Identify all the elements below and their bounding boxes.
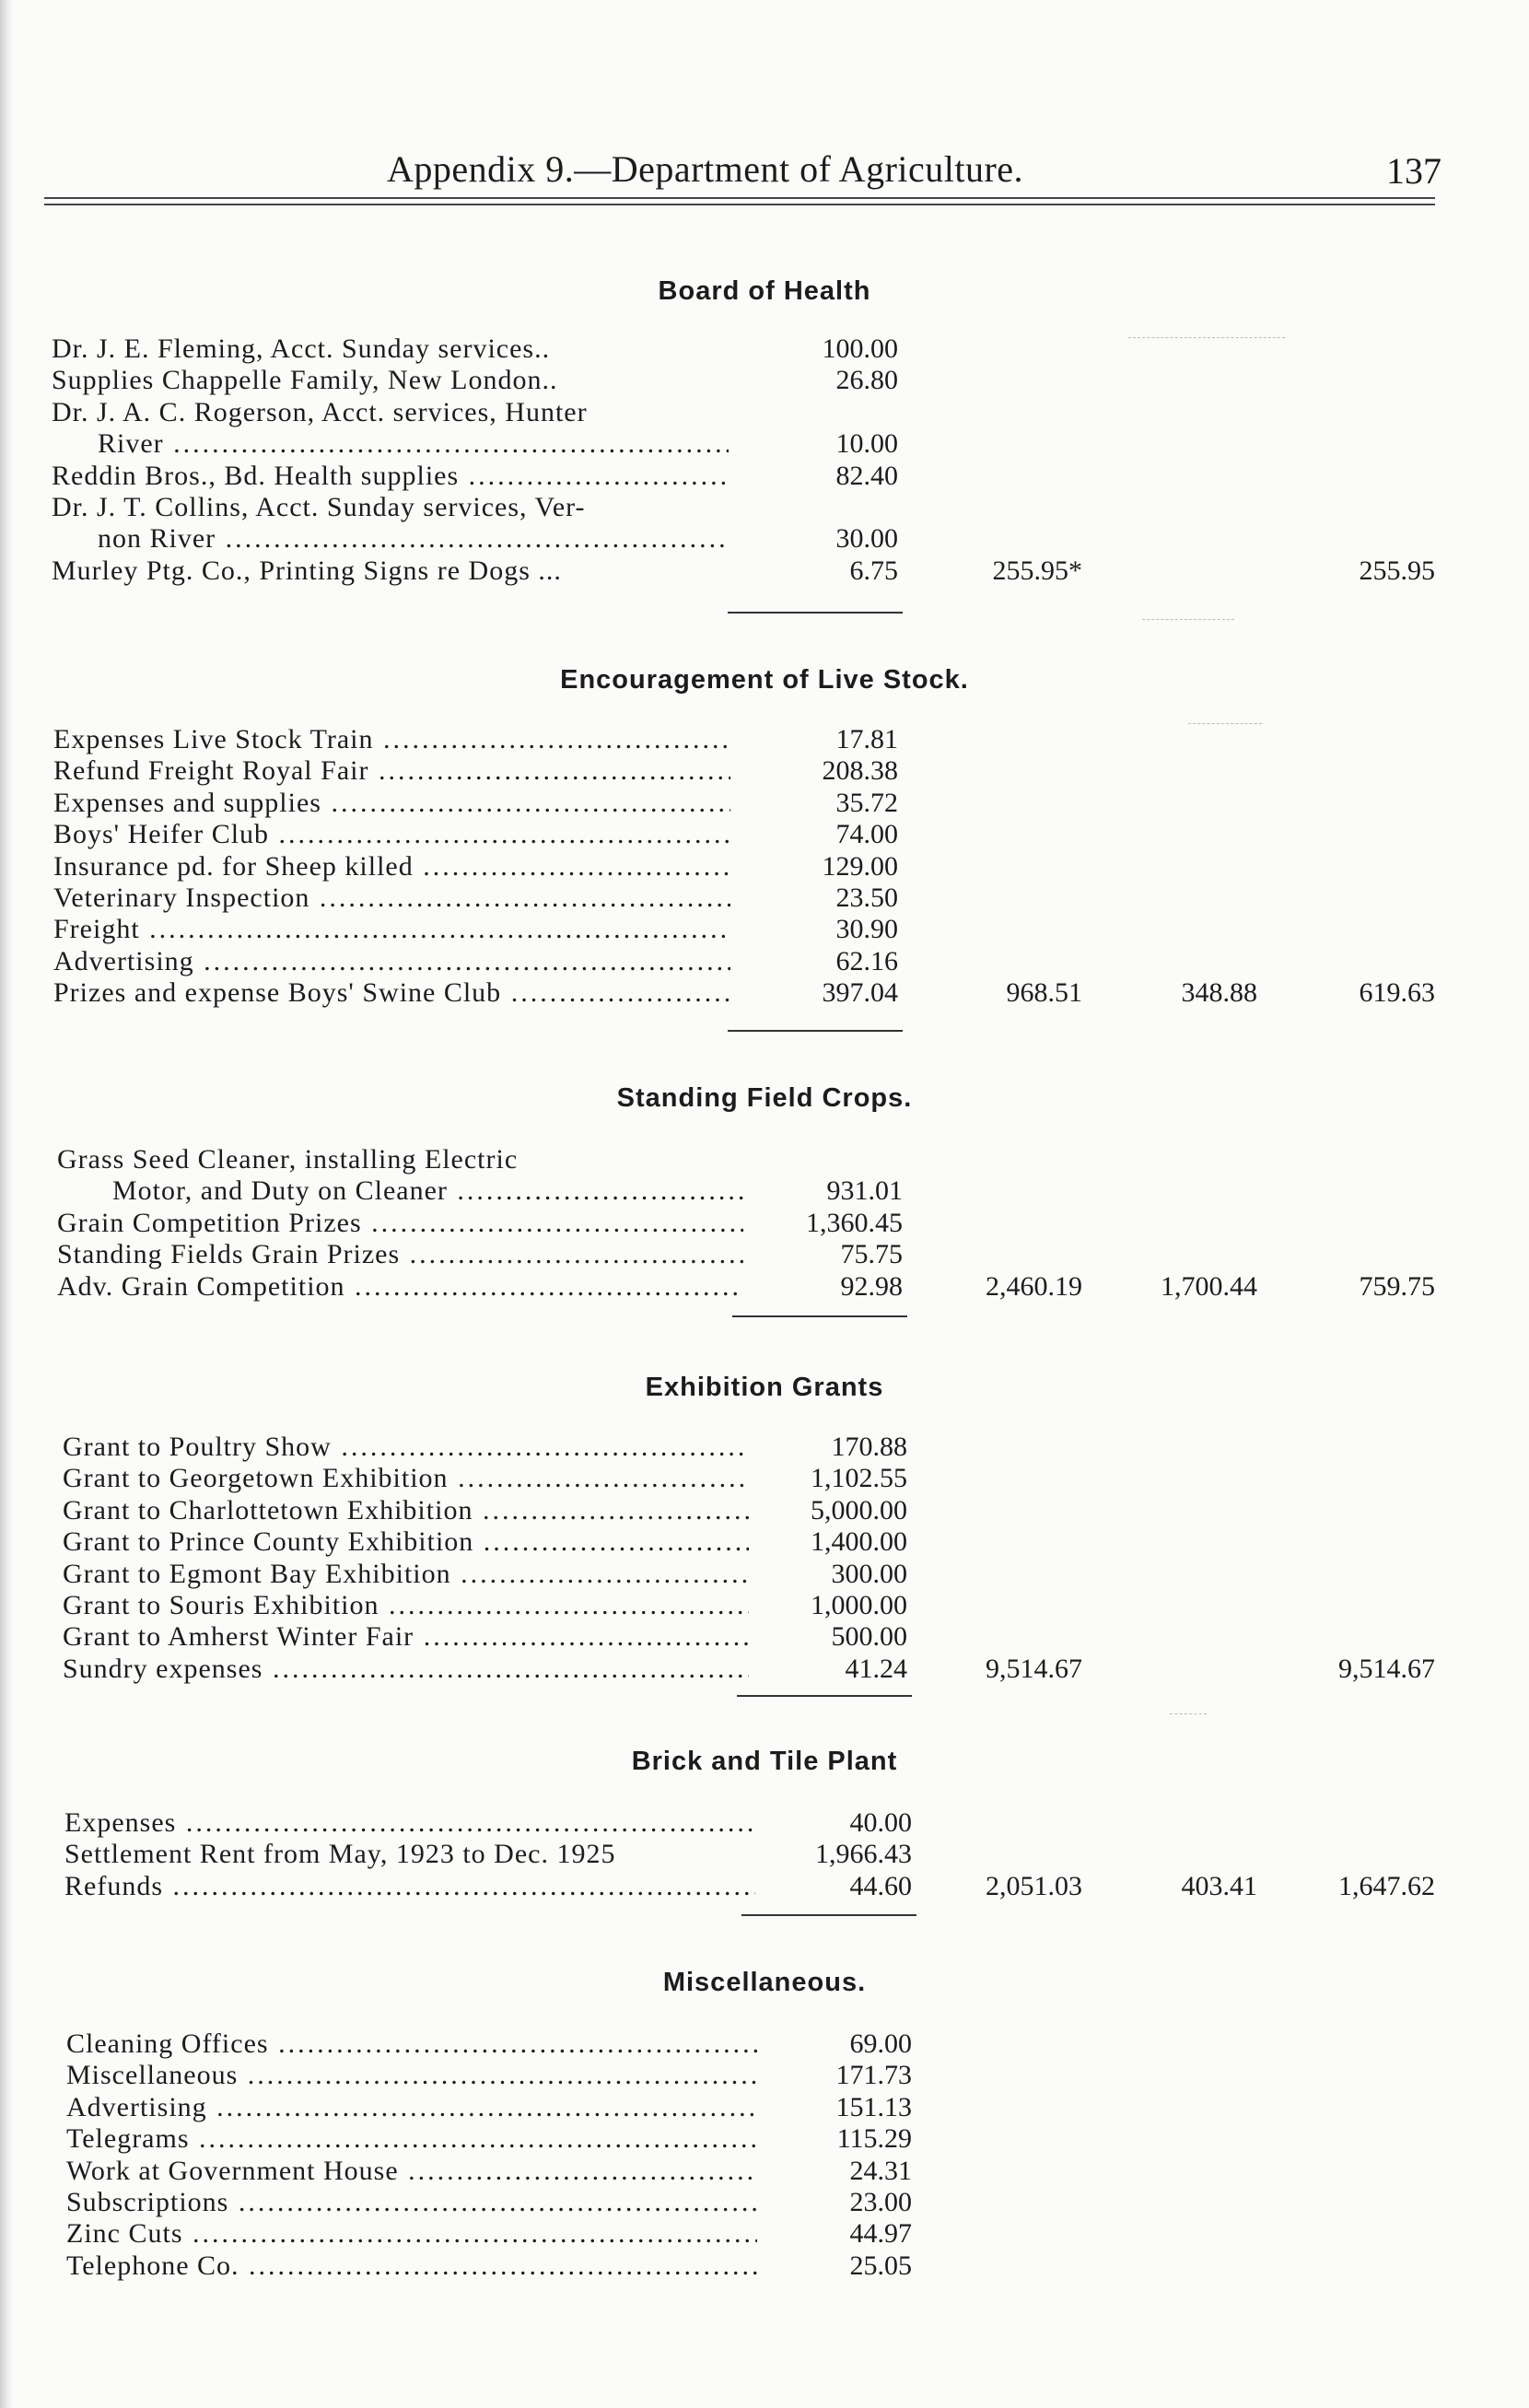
- row-amount: 82.40: [835, 461, 898, 491]
- row-description: [63, 1526, 749, 1558]
- row-description-text: Advertising .....: [53, 946, 730, 976]
- row-description-text: River .....: [98, 428, 729, 459]
- print-smudge: [1128, 337, 1285, 338]
- row-description: [66, 2156, 757, 2187]
- print-smudge: [1170, 1713, 1207, 1714]
- ledger-row: [0, 1175, 1529, 1207]
- row-description-text: Advertising .....: [66, 2092, 757, 2122]
- row-description: [53, 883, 730, 914]
- row-description-text: Prizes and expense Boys' Swine Club .....: [53, 977, 730, 1008]
- row-description: [66, 2250, 757, 2282]
- ledger-row: [0, 523, 1529, 555]
- row-description-text: Freight .....: [53, 914, 730, 944]
- row-amount: 25.05: [849, 2250, 912, 2281]
- row-description-text: Telegrams .....: [66, 2123, 757, 2154]
- row-amount: 6.75: [849, 555, 898, 586]
- subtotal-rule: [732, 1315, 907, 1317]
- row-description-text: Telephone Co. .....: [66, 2250, 757, 2281]
- row-amount: 74.00: [835, 819, 898, 849]
- row-description-text: Refund Freight Royal Fair .....: [53, 755, 730, 786]
- ledger-row: [0, 1208, 1529, 1239]
- row-description: [52, 365, 729, 396]
- subtotal-rule: [737, 1695, 912, 1697]
- row-description: [63, 1495, 749, 1526]
- row-description-text: Grant to Egmont Bay Exhibition .....: [63, 1559, 749, 1589]
- row-description: [63, 1463, 749, 1494]
- ledger-row: [0, 1590, 1529, 1621]
- row-description-text: non River .....: [98, 523, 729, 554]
- row-description-text: Expenses and supplies .....: [53, 788, 730, 818]
- row-description: [57, 1239, 743, 1270]
- header-rule-bottom: [44, 204, 1435, 205]
- ledger-row: [0, 2028, 1529, 2060]
- row-amount: 931.01: [826, 1175, 903, 1206]
- ledger-row: [0, 977, 1529, 1009]
- row-amount: 151.13: [835, 2092, 912, 2122]
- row-description-text: Grant to Poultry Show .....: [63, 1432, 749, 1462]
- ledger-row: [0, 1271, 1529, 1303]
- row-description: [57, 1144, 743, 1175]
- row-amount: 44.60: [849, 1871, 912, 1901]
- ledger-row: [0, 1621, 1529, 1653]
- row-description-text: Expenses Live Stock Train .....: [53, 724, 730, 754]
- row-description: [66, 2060, 757, 2091]
- row-amount: 397.04: [822, 977, 898, 1008]
- section-title: Miscellaneous.: [662, 1968, 867, 1997]
- row-amount: 26.80: [835, 365, 898, 395]
- print-smudge: [1142, 619, 1234, 620]
- ledger-row: [0, 1463, 1529, 1494]
- row-amount: 35.72: [835, 788, 898, 818]
- section-title: Board of Health: [658, 276, 871, 306]
- row-description-text: Sundry expenses .....: [63, 1654, 749, 1684]
- row-description-text: Miscellaneous .....: [66, 2060, 757, 2090]
- row-amount: 208.38: [822, 755, 898, 786]
- ledger-row: [0, 492, 1529, 523]
- row-description-text: Grant to Prince County Exhibition .....: [63, 1526, 749, 1557]
- row-description-text: Grass Seed Cleaner, installing Electric: [57, 1144, 519, 1175]
- section-total-gross: 2,460.19: [986, 1271, 1082, 1302]
- row-description: [53, 819, 730, 850]
- row-amount: 40.00: [849, 1807, 912, 1838]
- row-description-text: Dr. J. A. C. Rogerson, Acct. services, Hunter: [52, 397, 588, 427]
- row-amount: 23.50: [835, 883, 898, 913]
- section-total-gross: 9,514.67: [986, 1654, 1082, 1684]
- ledger-row: [0, 428, 1529, 460]
- row-description-text: Supplies Chappelle Family, New London..: [52, 365, 558, 395]
- row-description-text: Settlement Rent from May, 1923 to Dec. 1925: [64, 1839, 616, 1869]
- row-description: [52, 492, 729, 523]
- row-description: [63, 1590, 749, 1621]
- row-amount: 5,000.00: [811, 1495, 907, 1525]
- ledger-row: [0, 2187, 1529, 2218]
- row-description-text: Motor, and Duty on Cleaner .....: [112, 1175, 743, 1206]
- row-amount: 171.73: [835, 2060, 912, 2090]
- row-amount: 1,360.45: [806, 1208, 903, 1238]
- row-description-text: Grant to Georgetown Exhibition .....: [63, 1463, 749, 1493]
- row-description: [53, 914, 730, 945]
- row-description-text: Murley Ptg. Co., Printing Signs re Dogs ...: [52, 555, 562, 586]
- row-description-text: Grant to Souris Exhibition .....: [63, 1590, 749, 1620]
- section-total-net: 619.63: [1359, 977, 1435, 1008]
- row-description: [63, 1559, 749, 1590]
- section-title: Standing Field Crops.: [616, 1083, 913, 1113]
- subtotal-rule: [728, 1030, 903, 1032]
- row-amount: 17.81: [835, 724, 898, 754]
- section-total-net: 1,647.62: [1338, 1871, 1435, 1901]
- row-amount: 10.00: [835, 428, 898, 459]
- ledger-row: [0, 333, 1529, 365]
- row-amount: 1,102.55: [811, 1463, 907, 1493]
- row-description: [66, 2218, 757, 2250]
- ledger-row: [0, 946, 1529, 977]
- row-description-text: Grain Competition Prizes .....: [57, 1208, 743, 1238]
- row-description-text: Insurance pd. for Sheep killed .....: [53, 851, 730, 882]
- ledger-row: [0, 2060, 1529, 2091]
- ledger-row: [0, 1654, 1529, 1685]
- ledger-row: [0, 1495, 1529, 1526]
- row-amount: 23.00: [849, 2187, 912, 2217]
- section-title: Encouragement of Live Stock.: [560, 665, 969, 695]
- row-description-text: Dr. J. T. Collins, Acct. Sunday services, Ver-: [52, 492, 586, 522]
- row-amount: 75.75: [840, 1239, 903, 1269]
- row-description: [63, 1621, 749, 1653]
- ledger-row: [0, 2250, 1529, 2282]
- ledger-row: [0, 365, 1529, 396]
- row-description-text: Zinc Cuts .....: [66, 2218, 757, 2249]
- ledger-row: [0, 2156, 1529, 2187]
- subtotal-rule: [741, 1914, 916, 1916]
- row-amount: 92.98: [840, 1271, 903, 1302]
- header-rule-top: [44, 197, 1435, 199]
- row-amount: 44.97: [849, 2218, 912, 2249]
- row-description: [98, 428, 729, 460]
- row-amount: 500.00: [831, 1621, 907, 1652]
- row-description-text: Subscriptions .....: [66, 2187, 757, 2217]
- row-amount: 1,966.43: [815, 1839, 912, 1869]
- row-description-text: Cleaning Offices .....: [66, 2028, 757, 2059]
- ledger-row: [0, 1432, 1529, 1463]
- row-amount: 300.00: [831, 1559, 907, 1589]
- row-description-text: Grant to Charlottetown Exhibition .....: [63, 1495, 749, 1525]
- subtotal-rule: [728, 612, 903, 614]
- row-description: [53, 946, 730, 977]
- ledger-row: [0, 724, 1529, 755]
- row-description-text: Adv. Grain Competition .....: [57, 1271, 743, 1302]
- ledger-row: [0, 1526, 1529, 1558]
- row-amount: 170.88: [831, 1432, 907, 1462]
- row-description-text: Standing Fields Grain Prizes .....: [57, 1239, 743, 1269]
- page-header-title: Appendix 9.—Department of Agriculture.: [387, 148, 1024, 190]
- row-description: [53, 977, 730, 1009]
- row-description: [52, 461, 729, 492]
- row-description: [52, 555, 729, 587]
- row-description-text: Boys' Heifer Club .....: [53, 819, 730, 849]
- row-description-text: Reddin Bros., Bd. Health supplies .....: [52, 461, 729, 491]
- ledger-row: [0, 755, 1529, 787]
- ledger-row: [0, 1559, 1529, 1590]
- row-amount: 62.16: [835, 946, 898, 976]
- row-description-text: Refunds .....: [64, 1871, 755, 1901]
- row-amount: 1,000.00: [811, 1590, 907, 1620]
- row-description: [112, 1175, 743, 1207]
- row-description: [64, 1871, 755, 1902]
- row-description: [66, 2187, 757, 2218]
- ledger-row: [0, 1239, 1529, 1270]
- row-amount: 100.00: [822, 333, 898, 364]
- row-description-text: Expenses .....: [64, 1807, 755, 1838]
- row-description: [52, 397, 729, 428]
- section-title: Exhibition Grants: [645, 1373, 884, 1402]
- row-amount: 69.00: [849, 2028, 912, 2059]
- row-description: [53, 724, 730, 755]
- section-total-gross: 255.95*: [992, 555, 1082, 586]
- row-description: [66, 2028, 757, 2060]
- row-amount: 129.00: [822, 851, 898, 882]
- ledger-row: [0, 1807, 1529, 1839]
- row-description: [52, 333, 729, 365]
- row-description: [53, 788, 730, 819]
- section-total-gross: 2,051.03: [986, 1871, 1082, 1901]
- ledger-row: [0, 1144, 1529, 1175]
- page-number: 137: [1386, 150, 1441, 192]
- ledger-row: [0, 851, 1529, 883]
- section-total-credit: 348.88: [1181, 977, 1257, 1008]
- row-description: [53, 755, 730, 787]
- row-description: [66, 2123, 757, 2155]
- row-amount: 24.31: [849, 2156, 912, 2186]
- row-description: [57, 1208, 743, 1239]
- row-description: [63, 1654, 749, 1685]
- ledger-row: [0, 2218, 1529, 2250]
- row-description: [57, 1271, 743, 1303]
- row-amount: 41.24: [845, 1654, 907, 1684]
- section-total-net: 759.75: [1359, 1271, 1435, 1302]
- ledger-row: [0, 461, 1529, 492]
- row-description: [64, 1839, 755, 1870]
- section-total-credit: 403.41: [1181, 1871, 1257, 1901]
- print-smudge: [1188, 723, 1262, 724]
- section-title: Brick and Tile Plant: [631, 1747, 898, 1776]
- ledger-row: [0, 883, 1529, 914]
- row-amount: 30.00: [835, 523, 898, 554]
- ledger-row: [0, 1839, 1529, 1870]
- ledger-row: [0, 2092, 1529, 2123]
- ledger-row: [0, 788, 1529, 819]
- row-description-text: Dr. J. E. Fleming, Acct. Sunday services..: [52, 333, 551, 364]
- section-total-credit: 1,700.44: [1161, 1271, 1257, 1302]
- ledger-row: [0, 819, 1529, 850]
- section-total-net: 255.95: [1359, 555, 1435, 586]
- ledger-row: [0, 555, 1529, 587]
- ledger-row: [0, 397, 1529, 428]
- row-amount: 1,400.00: [811, 1526, 907, 1557]
- row-description: [53, 851, 730, 883]
- row-description-text: Veterinary Inspection .....: [53, 883, 730, 913]
- ledger-row: [0, 914, 1529, 945]
- section-total-gross: 968.51: [1006, 977, 1082, 1008]
- row-description: [98, 523, 729, 555]
- row-description: [66, 2092, 757, 2123]
- row-description: [64, 1807, 755, 1839]
- row-amount: 30.90: [835, 914, 898, 944]
- row-amount: 115.29: [836, 2123, 912, 2154]
- row-description-text: Grant to Amherst Winter Fair .....: [63, 1621, 749, 1652]
- row-description-text: Work at Government House .....: [66, 2156, 757, 2186]
- ledger-row: [0, 2123, 1529, 2155]
- section-total-net: 9,514.67: [1338, 1654, 1435, 1684]
- row-description: [63, 1432, 749, 1463]
- ledger-row: [0, 1871, 1529, 1902]
